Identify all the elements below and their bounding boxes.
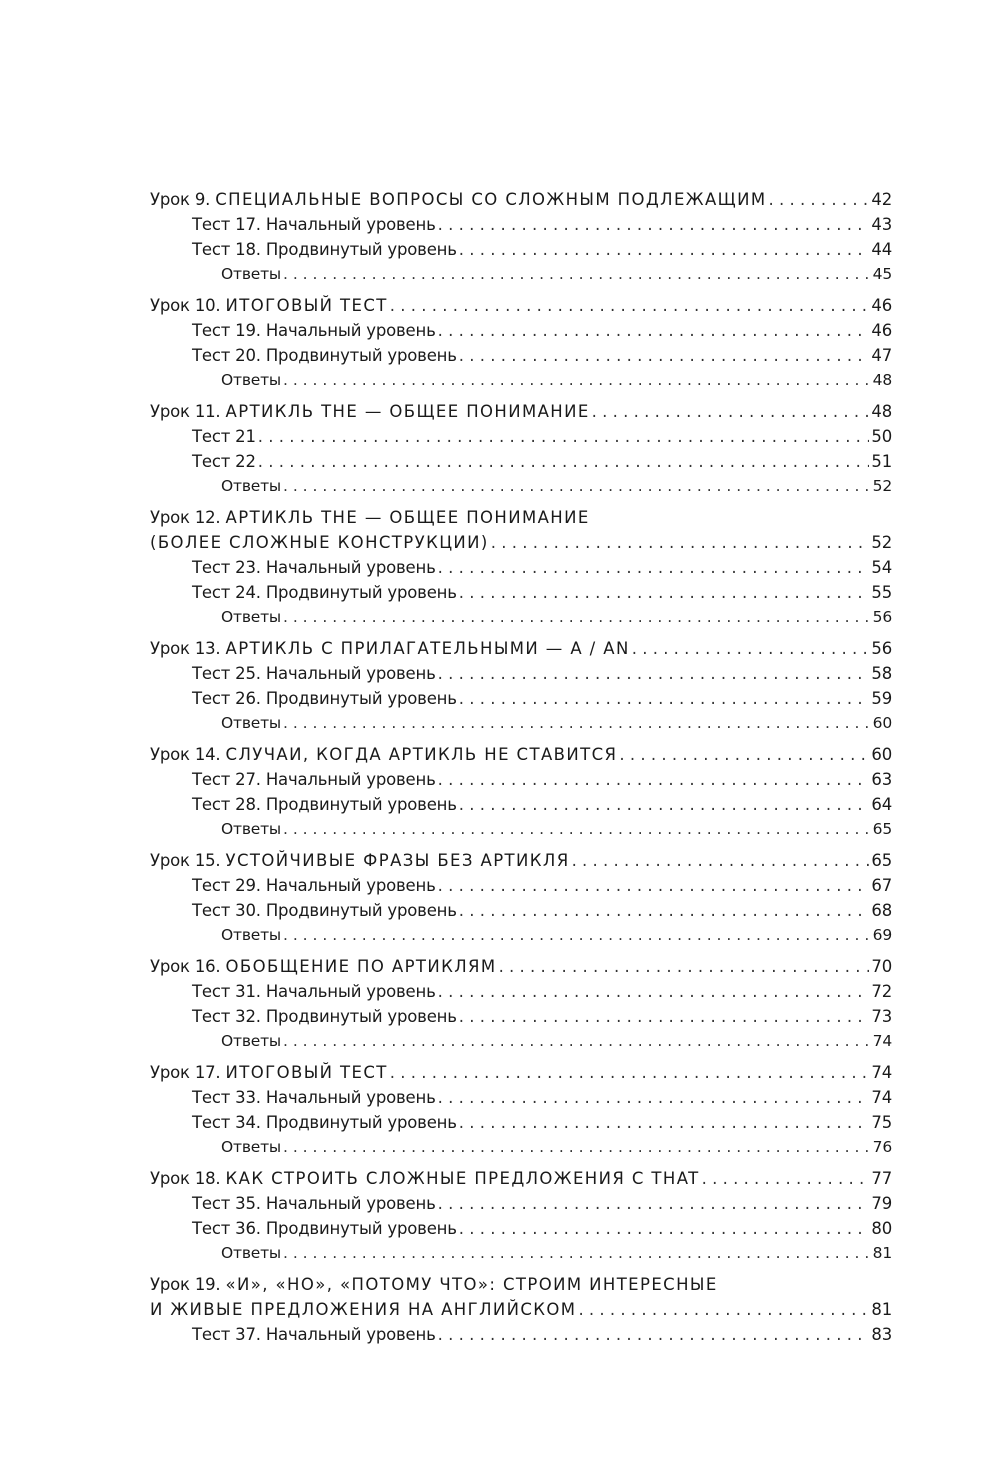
- page-number: 73: [871, 1007, 892, 1026]
- dot-leader: [258, 424, 870, 449]
- lesson-heading-text: [150, 293, 388, 318]
- lesson-heading-text: [150, 1275, 718, 1294]
- lesson-title: «И», «НО», «ПОТОМУ ЧТО»: СТРОИМ ИНТЕРЕСНЫЕ: [225, 1275, 718, 1294]
- dot-leader: [283, 817, 871, 842]
- lesson-number: Урок 12.: [150, 508, 226, 527]
- toc-answers-entry[interactable]: [150, 817, 892, 842]
- dot-leader: [459, 792, 870, 817]
- dot-leader: [578, 1297, 869, 1322]
- page-number: 56: [872, 608, 892, 626]
- toc-test-entry[interactable]: [150, 767, 892, 792]
- toc-test-entry[interactable]: [150, 979, 892, 1004]
- page-number: 77: [871, 1169, 892, 1188]
- lesson-heading-text: [150, 742, 617, 767]
- entry-label: Тест 32. Продвинутый уровень: [192, 1007, 457, 1026]
- dot-leader: [459, 343, 870, 368]
- page-number: 72: [871, 982, 892, 1001]
- page-number: 48: [872, 371, 892, 389]
- toc-test-entry[interactable]: [150, 1191, 892, 1216]
- toc-test-entry[interactable]: [150, 580, 892, 605]
- lesson-heading[interactable]: [150, 954, 892, 979]
- lesson-heading[interactable]: [150, 1060, 892, 1085]
- dot-leader: [283, 711, 871, 736]
- page-number: 83: [871, 1325, 892, 1344]
- lesson-heading[interactable]: [150, 742, 892, 767]
- toc-test-entry[interactable]: [150, 424, 892, 449]
- toc-answers-entry[interactable]: [150, 923, 892, 948]
- page-number: 64: [871, 795, 892, 814]
- entry-label: Тест 30. Продвинутый уровень: [192, 901, 457, 920]
- entry-label: Тест 37. Начальный уровень: [192, 1325, 436, 1344]
- lesson-title: И ЖИВЫЕ ПРЕДЛОЖЕНИЯ НА АНГЛИЙСКОМ: [150, 1300, 577, 1319]
- page-number: 65: [872, 820, 892, 838]
- entry-label: Тест 31. Начальный уровень: [192, 982, 436, 1001]
- lesson-title: КАК СТРОИТЬ СЛОЖНЫЕ ПРЕДЛОЖЕНИЯ С THAT: [225, 1169, 700, 1188]
- page-number: 46: [871, 296, 892, 315]
- lesson-number: Урок 15.: [150, 851, 226, 870]
- dot-leader: [572, 848, 870, 873]
- dot-leader: [438, 212, 870, 237]
- entry-label: Тест 25. Начальный уровень: [192, 664, 436, 683]
- page-number: 58: [871, 664, 892, 683]
- dot-leader: [459, 1110, 870, 1135]
- page-number: 75: [871, 1113, 892, 1132]
- dot-leader: [283, 1029, 871, 1054]
- lesson-title: АРТИКЛЬ THE — ОБЩЕЕ ПОНИМАНИЕ: [225, 508, 590, 527]
- toc-test-entry[interactable]: [150, 1216, 892, 1241]
- page-number: 76: [872, 1138, 892, 1156]
- toc-test-entry[interactable]: [150, 449, 892, 474]
- lesson-heading[interactable]: [150, 1297, 892, 1322]
- entry-label: Тест 18. Продвинутый уровень: [192, 240, 457, 259]
- toc-answers-entry[interactable]: [150, 368, 892, 393]
- lesson-number: Урок 19.: [150, 1275, 226, 1294]
- entry-label: Тест 26. Продвинутый уровень: [192, 689, 457, 708]
- dot-leader: [283, 605, 871, 630]
- toc-test-entry[interactable]: [150, 318, 892, 343]
- page-number: 60: [872, 714, 892, 732]
- toc-test-entry[interactable]: [150, 237, 892, 262]
- entry-label: Тест 33. Начальный уровень: [192, 1088, 436, 1107]
- page-number: 42: [871, 190, 892, 209]
- entry-label: Тест 28. Продвинутый уровень: [192, 795, 457, 814]
- dot-leader: [459, 237, 870, 262]
- lesson-heading-text: [150, 508, 590, 527]
- entry-label: Ответы: [221, 265, 281, 283]
- page-number: 74: [871, 1063, 892, 1082]
- lesson-number: Урок 10.: [150, 296, 226, 315]
- entry-label: Тест 22: [192, 452, 256, 471]
- dot-leader: [438, 318, 870, 343]
- page-number: 50: [871, 427, 892, 446]
- lesson-heading[interactable]: [150, 399, 892, 424]
- dot-leader: [283, 262, 871, 287]
- dot-leader: [491, 530, 870, 555]
- dot-leader: [283, 368, 871, 393]
- dot-leader: [459, 1216, 870, 1241]
- lesson-title: ОБОБЩЕНИЕ ПО АРТИКЛЯМ: [225, 957, 497, 976]
- dot-leader: [592, 399, 870, 424]
- page-number: 74: [872, 1032, 892, 1050]
- dot-leader: [438, 555, 870, 580]
- toc-test-entry[interactable]: [150, 1322, 892, 1347]
- page-number: 81: [872, 1244, 892, 1262]
- toc-test-entry[interactable]: [150, 1085, 892, 1110]
- dot-leader: [459, 1004, 870, 1029]
- entry-label: Ответы: [221, 820, 281, 838]
- page-number: 80: [871, 1219, 892, 1238]
- dot-leader: [390, 293, 870, 318]
- lesson-heading-text: [150, 636, 630, 661]
- entry-label: Тест 17. Начальный уровень: [192, 215, 436, 234]
- lesson-number: Урок 17.: [150, 1063, 226, 1082]
- lesson-heading-text: [150, 1297, 576, 1322]
- page-number: 54: [871, 558, 892, 577]
- dot-leader: [619, 742, 869, 767]
- toc-test-entry[interactable]: [150, 555, 892, 580]
- page-number: 67: [871, 876, 892, 895]
- page-number: 52: [872, 477, 892, 495]
- dot-leader: [768, 187, 869, 212]
- toc-answers-entry[interactable]: [150, 262, 892, 287]
- toc-answers-entry[interactable]: [150, 474, 892, 499]
- dot-leader: [438, 1085, 870, 1110]
- dot-leader: [258, 449, 870, 474]
- entry-label: Тест 27. Начальный уровень: [192, 770, 436, 789]
- dot-leader: [438, 767, 870, 792]
- lesson-title: (БОЛЕЕ СЛОЖНЫЕ КОНСТРУКЦИИ): [150, 533, 489, 552]
- toc-test-entry[interactable]: [150, 212, 892, 237]
- dot-leader: [283, 1135, 871, 1160]
- dot-leader: [438, 1322, 870, 1347]
- lesson-title: ИТОГОВЫЙ ТЕСТ: [225, 1063, 388, 1082]
- page-number: 48: [871, 402, 892, 421]
- entry-label: Тест 23. Начальный уровень: [192, 558, 436, 577]
- toc-answers-entry[interactable]: [150, 1029, 892, 1054]
- page-number: 55: [871, 583, 892, 602]
- page-number: 81: [871, 1300, 892, 1319]
- page-number: 45: [872, 265, 892, 283]
- lesson-number: Урок 9.: [150, 190, 216, 209]
- toc-answers-entry[interactable]: [150, 1135, 892, 1160]
- page-number: 63: [871, 770, 892, 789]
- lesson-heading-text: [150, 399, 590, 424]
- page-number: 69: [872, 926, 892, 944]
- page-number: 79: [871, 1194, 892, 1213]
- lesson-number: Урок 16.: [150, 957, 226, 976]
- page-number: 68: [871, 901, 892, 920]
- entry-label: Ответы: [221, 1032, 281, 1050]
- lesson-number: Урок 13.: [150, 639, 226, 658]
- toc-test-entry[interactable]: [150, 661, 892, 686]
- lesson-heading-text: [150, 1166, 700, 1191]
- toc-answers-entry[interactable]: [150, 1241, 892, 1266]
- entry-label: Ответы: [221, 477, 281, 495]
- dot-leader: [702, 1166, 870, 1191]
- page-number: 74: [871, 1088, 892, 1107]
- dot-leader: [283, 923, 871, 948]
- page-number: 46: [871, 321, 892, 340]
- entry-label: Ответы: [221, 371, 281, 389]
- entry-label: Тест 20. Продвинутый уровень: [192, 346, 457, 365]
- toc-answers-entry[interactable]: [150, 711, 892, 736]
- dot-leader: [459, 580, 870, 605]
- entry-label: Тест 36. Продвинутый уровень: [192, 1219, 457, 1238]
- table-of-contents: [150, 187, 892, 1347]
- dot-leader: [459, 898, 870, 923]
- toc-test-entry[interactable]: [150, 873, 892, 898]
- dot-leader: [438, 979, 870, 1004]
- dot-leader: [438, 873, 870, 898]
- dot-leader: [438, 1191, 870, 1216]
- dot-leader: [632, 636, 870, 661]
- entry-label: Ответы: [221, 1244, 281, 1262]
- page-number: 52: [871, 533, 892, 552]
- page-number: 44: [871, 240, 892, 259]
- toc-test-entry[interactable]: [150, 792, 892, 817]
- dot-leader: [283, 474, 871, 499]
- lesson-heading-text: [150, 187, 766, 212]
- lesson-title: АРТИКЛЬ THE — ОБЩЕЕ ПОНИМАНИЕ: [225, 402, 590, 421]
- lesson-number: Урок 14.: [150, 745, 226, 764]
- lesson-heading[interactable]: [150, 636, 892, 661]
- toc-test-entry[interactable]: [150, 1004, 892, 1029]
- entry-label: Тест 24. Продвинутый уровень: [192, 583, 457, 602]
- dot-leader: [390, 1060, 870, 1085]
- page-number: 56: [871, 639, 892, 658]
- toc-test-entry[interactable]: [150, 898, 892, 923]
- entry-label: Тест 35. Начальный уровень: [192, 1194, 436, 1213]
- lesson-number: Урок 11.: [150, 402, 226, 421]
- lesson-heading[interactable]: [150, 187, 892, 212]
- toc-test-entry[interactable]: [150, 686, 892, 711]
- lesson-title: УСТОЙЧИВЫЕ ФРАЗЫ БЕЗ АРТИКЛЯ: [225, 851, 570, 870]
- entry-label: Тест 29. Начальный уровень: [192, 876, 436, 895]
- entry-label: Тест 19. Начальный уровень: [192, 321, 436, 340]
- entry-label: Ответы: [221, 714, 281, 732]
- toc-test-entry[interactable]: [150, 1110, 892, 1135]
- dot-leader: [459, 686, 870, 711]
- lesson-heading-text: [150, 954, 497, 979]
- page-number: 65: [871, 851, 892, 870]
- page-number: 59: [871, 689, 892, 708]
- lesson-title: АРТИКЛЬ С ПРИЛАГАТЕЛЬНЫМИ — A / AN: [225, 639, 630, 658]
- page-number: 70: [871, 957, 892, 976]
- page-number: 51: [871, 452, 892, 471]
- lesson-heading[interactable]: [150, 1272, 892, 1297]
- page-number: 43: [871, 215, 892, 234]
- entry-label: Ответы: [221, 1138, 281, 1156]
- lesson-heading[interactable]: [150, 1166, 892, 1191]
- dot-leader: [438, 661, 870, 686]
- entry-label: Ответы: [221, 926, 281, 944]
- lesson-title: ИТОГОВЫЙ ТЕСТ: [225, 296, 388, 315]
- lesson-heading-text: [150, 530, 489, 555]
- dot-leader: [283, 1241, 871, 1266]
- lesson-title: СЛУЧАИ, КОГДА АРТИКЛЬ НЕ СТАВИТСЯ: [225, 745, 618, 764]
- entry-label: Тест 21: [192, 427, 256, 446]
- lesson-heading-text: [150, 1060, 388, 1085]
- entry-label: Тест 34. Продвинутый уровень: [192, 1113, 457, 1132]
- entry-label: Ответы: [221, 608, 281, 626]
- lesson-heading[interactable]: [150, 505, 892, 530]
- lesson-heading[interactable]: [150, 848, 892, 873]
- page-number: 47: [871, 346, 892, 365]
- lesson-title: СПЕЦИАЛЬНЫЕ ВОПРОСЫ СО СЛОЖНЫМ ПОДЛЕЖАЩИМ: [215, 190, 767, 209]
- page-number: 60: [871, 745, 892, 764]
- lesson-heading[interactable]: [150, 293, 892, 318]
- lesson-heading-text: [150, 848, 570, 873]
- lesson-number: Урок 18.: [150, 1169, 226, 1188]
- toc-test-entry[interactable]: [150, 343, 892, 368]
- toc-answers-entry[interactable]: [150, 605, 892, 630]
- lesson-heading[interactable]: [150, 530, 892, 555]
- dot-leader: [499, 954, 870, 979]
